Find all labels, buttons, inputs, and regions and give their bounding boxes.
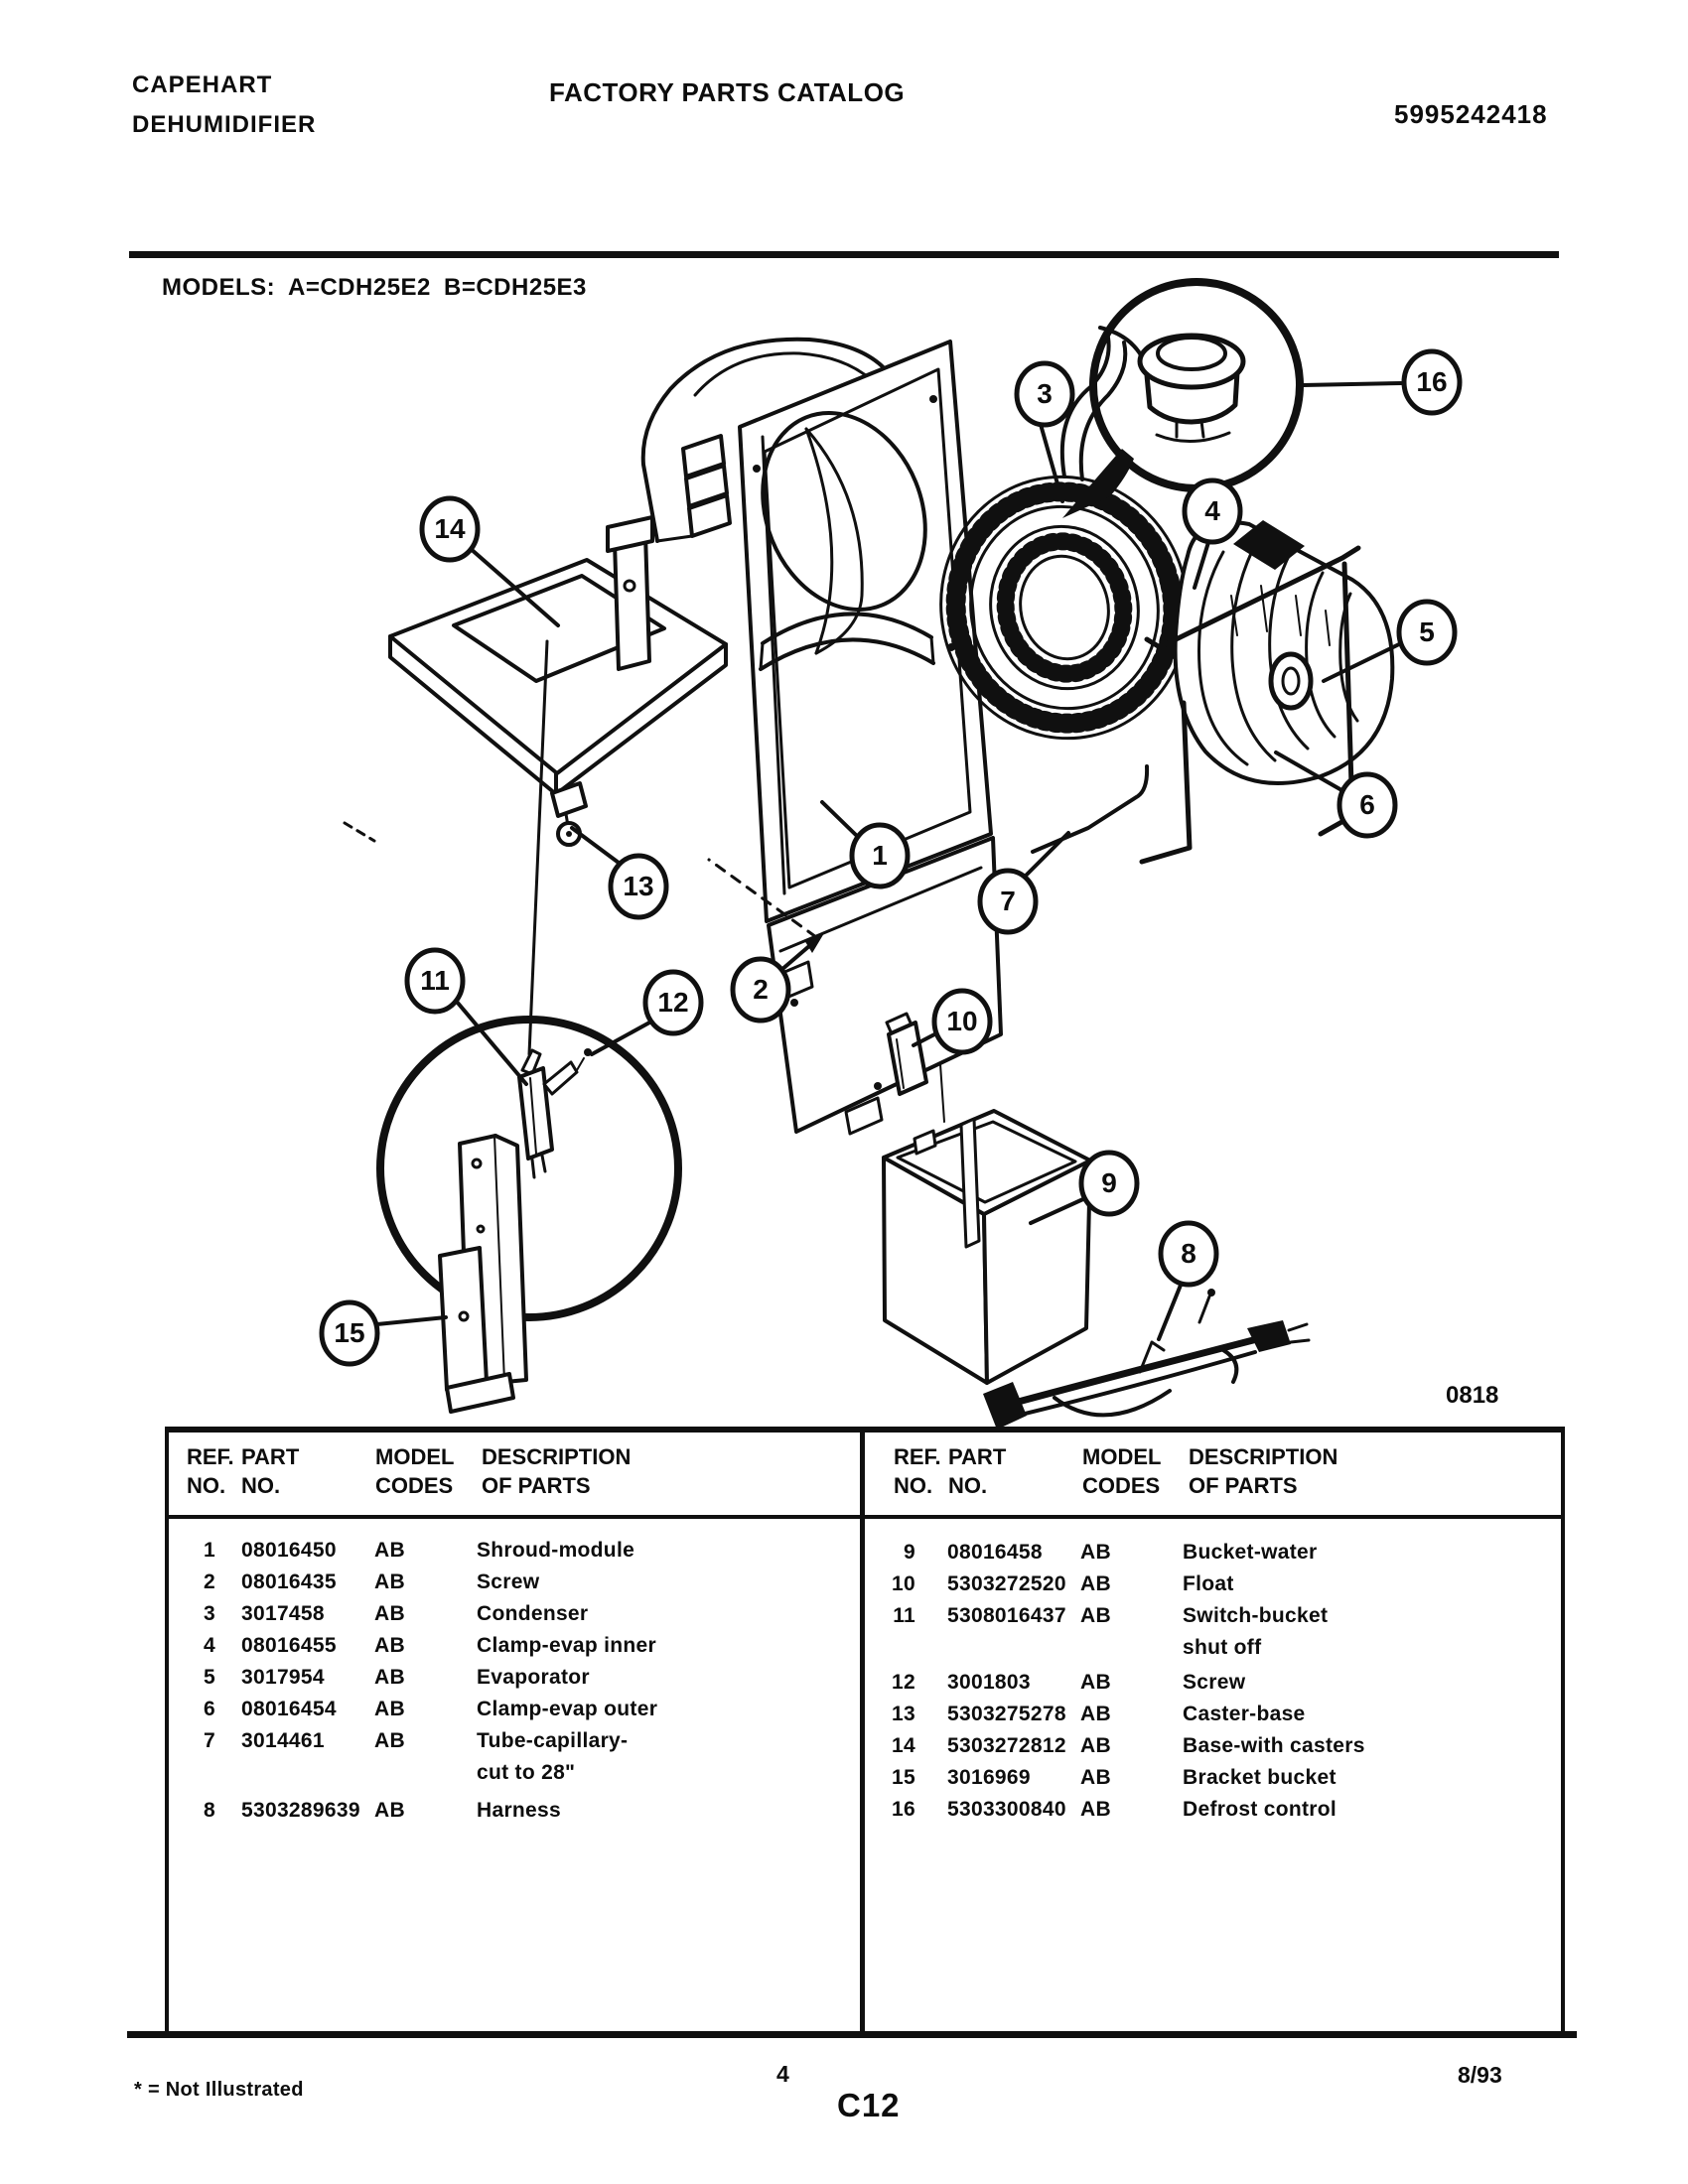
header-part-right: PART NO.: [948, 1444, 1007, 1498]
page-number: 4: [776, 2061, 789, 2087]
callout-13: 13: [623, 871, 654, 901]
table-row: 12 3001803 AB Screw: [892, 1671, 1246, 1694]
page-title: FACTORY PARTS CATALOG: [549, 77, 906, 107]
table-row: 15 3016969 AB Bracket bucket: [892, 1766, 1336, 1789]
table-row-continuation: cut to 28": [477, 1761, 576, 1784]
table-row: 2 08016435 AB Screw: [204, 1570, 540, 1593]
callout-8: 8: [1181, 1238, 1196, 1269]
table-row: 13 5303275278 AB Caster-base: [892, 1703, 1306, 1725]
date-code: 8/93: [1458, 2062, 1502, 2088]
not-illustrated-note: * = Not Illustrated: [134, 2079, 304, 2101]
callout-16: 16: [1416, 366, 1448, 397]
table-row: 5 3017954 AB Evaporator: [204, 1666, 590, 1689]
header-model-left: MODEL CODES: [375, 1444, 455, 1498]
callout-4: 4: [1204, 495, 1220, 526]
bracket-detail-circle: [380, 641, 678, 1412]
section-code: C12: [837, 2087, 901, 2123]
table-row: 10 5303272520 AB Float: [892, 1572, 1234, 1595]
callout-5: 5: [1419, 616, 1435, 647]
table-row: 14 5303272812 AB Base-with casters: [892, 1734, 1365, 1757]
table-row: 11 5308016437 AB Switch-bucket: [893, 1604, 1329, 1627]
table-row: 16 5303300840 AB Defrost control: [892, 1798, 1337, 1821]
brand-line1: CAPEHART: [132, 71, 273, 98]
table-row: 4 08016455 AB Clamp-evap inner: [204, 1634, 657, 1657]
table-row: 6 08016454 AB Clamp-evap outer: [204, 1698, 658, 1720]
table-row-continuation: shut off: [1183, 1636, 1262, 1659]
brand-line2: DEHUMIDIFIER: [132, 111, 317, 138]
callout-1: 1: [872, 840, 888, 871]
callout-3: 3: [1037, 378, 1053, 409]
callout-12: 12: [657, 987, 689, 1018]
water-bucket: [884, 1111, 1090, 1383]
callout-14: 14: [434, 513, 466, 544]
callout-15: 15: [334, 1317, 365, 1348]
model-a: A=CDH25E2: [288, 274, 431, 301]
header-desc-right: DESCRIPTION OF PARTS: [1189, 1444, 1338, 1498]
callout-10: 10: [946, 1006, 978, 1036]
header-ref-left: REF. NO.: [187, 1444, 234, 1498]
header-part-left: PART NO.: [241, 1444, 300, 1498]
parts-table-left: [174, 1535, 829, 1827]
callout-9: 9: [1101, 1167, 1117, 1198]
table-row: 1 08016450 AB Shroud-module: [204, 1539, 635, 1562]
figure-code: 0818: [1446, 1382, 1499, 1409]
callout-6: 6: [1359, 789, 1375, 820]
callout-2: 2: [753, 974, 769, 1005]
parts-table-right: [874, 1537, 1529, 1826]
model-b: B=CDH25E3: [444, 274, 587, 301]
callout-11: 11: [420, 965, 450, 996]
table-row: 7 3014461 AB Tube-capillary-: [204, 1729, 629, 1752]
header-ref-right: REF. NO.: [894, 1444, 941, 1498]
header-desc-left: DESCRIPTION OF PARTS: [482, 1444, 632, 1498]
catalog-number: 5995242418: [1394, 99, 1548, 129]
callout-7: 7: [1000, 886, 1016, 916]
models-label: MODELS:: [162, 274, 276, 301]
table-row: 8 5303289639 AB Harness: [204, 1799, 561, 1822]
table-row: 9 08016458 AB Bucket-water: [904, 1541, 1318, 1564]
defrost-control-detail: [1062, 282, 1300, 518]
header-model-right: MODEL CODES: [1082, 1444, 1162, 1498]
table-row: 3 3017458 AB Condenser: [204, 1602, 589, 1625]
